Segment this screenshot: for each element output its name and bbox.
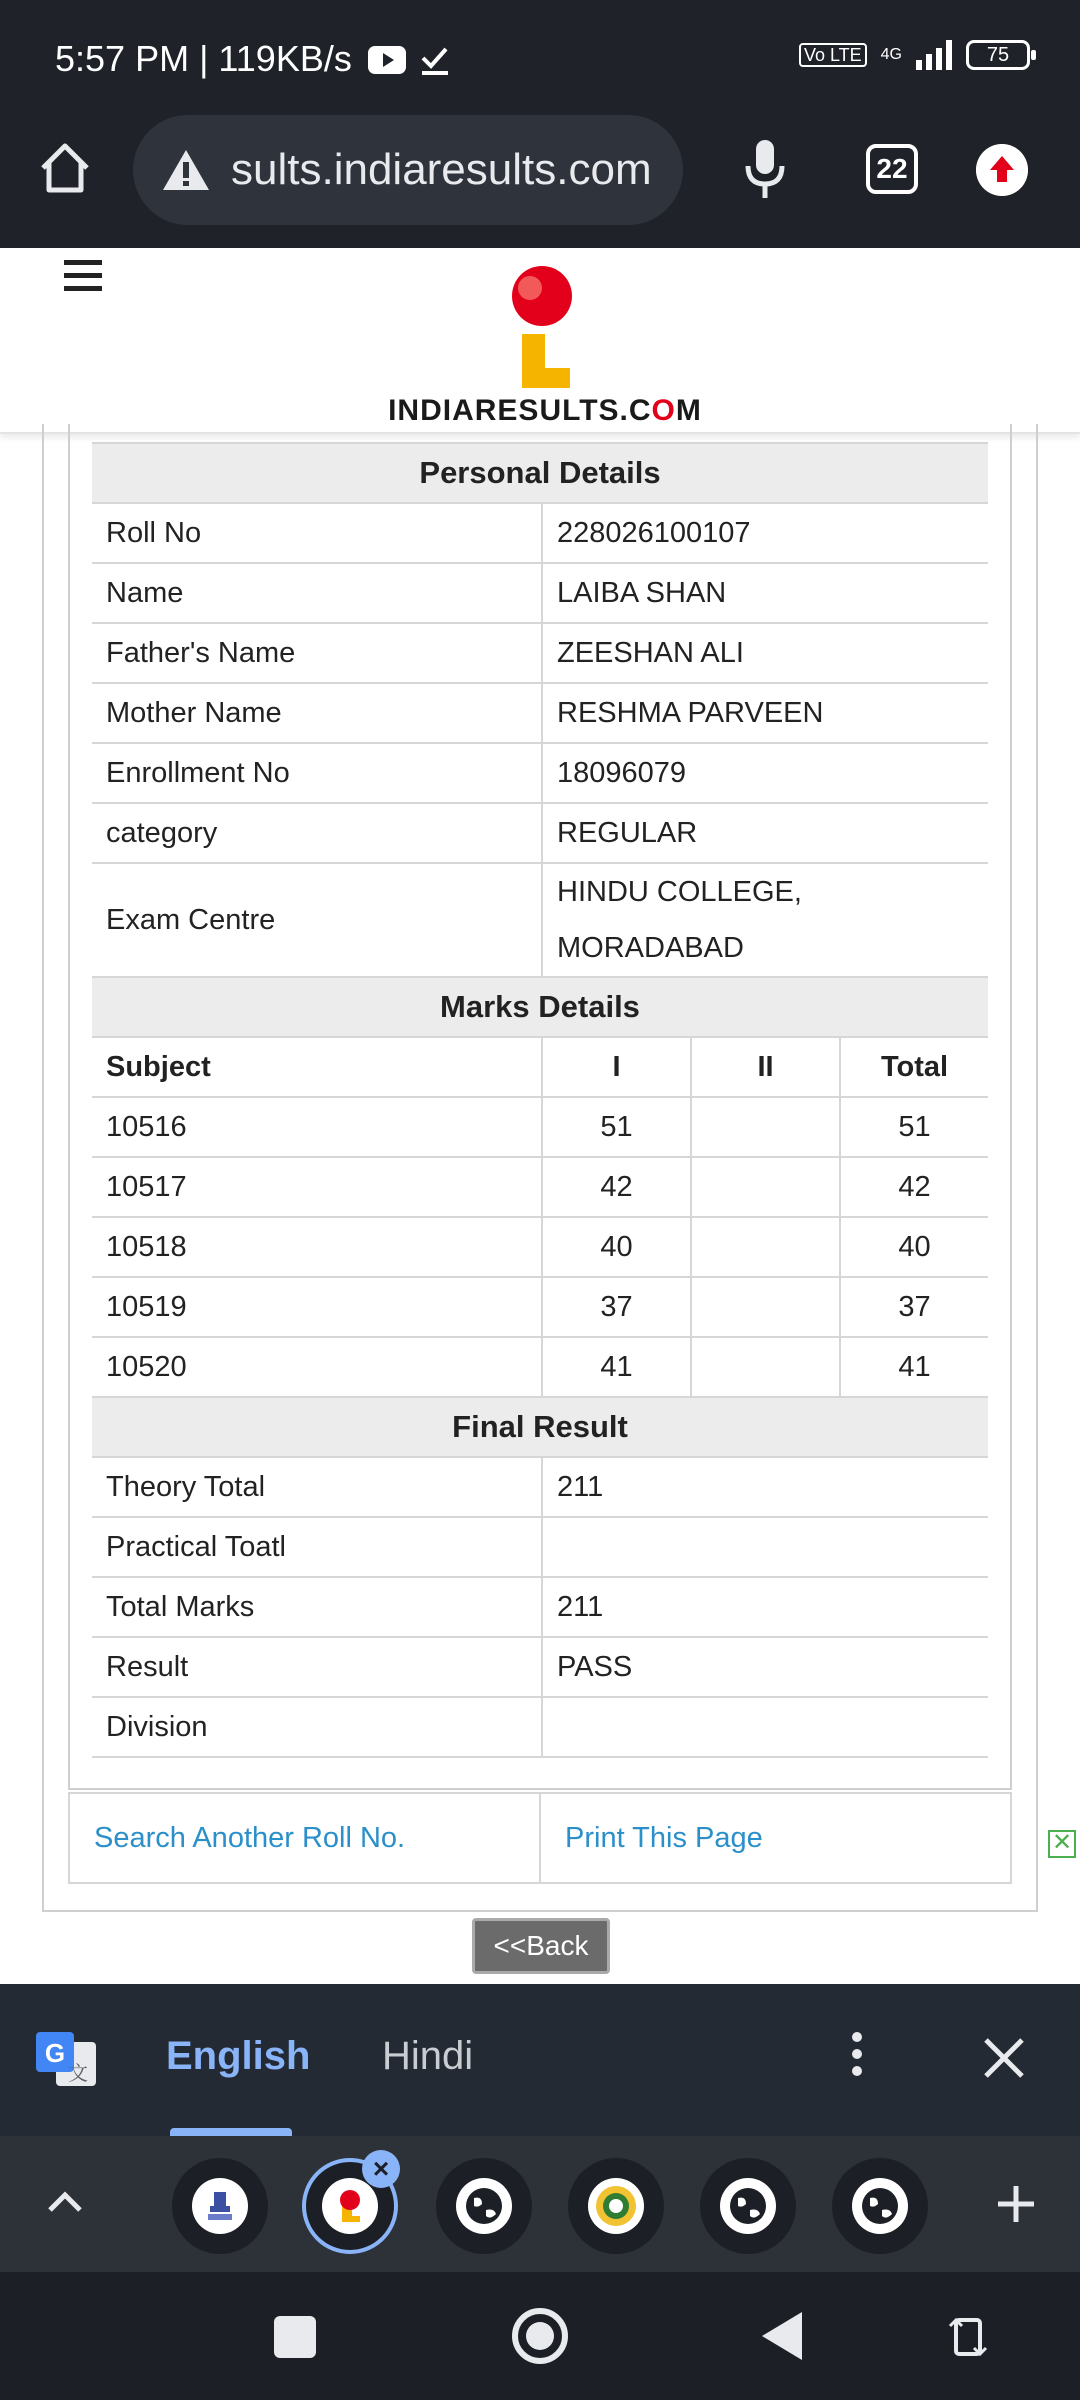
table-row: 10520 41 41 <box>92 1337 988 1397</box>
tab-favicon-6[interactable] <box>832 2158 928 2254</box>
active-language-indicator <box>170 2128 292 2136</box>
chevron-up-icon[interactable] <box>40 2180 90 2220</box>
col-ii: II <box>691 1037 840 1097</box>
logo-mark-icon <box>500 264 590 394</box>
table-row: category REGULAR <box>92 803 988 863</box>
indiaresults-icon <box>322 2178 378 2234</box>
google-translate-icon <box>34 2028 98 2092</box>
close-icon[interactable] <box>976 2030 1032 2086</box>
status-indicators <box>799 40 1030 70</box>
language-tab-hindi[interactable]: Hindi <box>382 2034 474 2078</box>
table-row: 10516 51 51 <box>92 1097 988 1157</box>
table-row: 10519 37 37 <box>92 1277 988 1337</box>
emblem-icon <box>192 2178 248 2234</box>
youtube-icon <box>368 46 406 74</box>
result-content <box>0 434 1080 1984</box>
search-another-roll-link[interactable]: Search Another Roll No. <box>68 1792 541 1884</box>
marks-header-row <box>92 1037 988 1097</box>
mic-icon[interactable] <box>740 138 790 200</box>
translate-bar <box>0 1984 1080 2136</box>
print-page-link[interactable]: Print This Page <box>541 1792 1012 1884</box>
battery-icon: 75 <box>966 40 1030 70</box>
col-total: Total <box>840 1037 988 1097</box>
browser-toolbar <box>0 110 1080 248</box>
site-header <box>0 248 1080 434</box>
table-row: Practical Toatl <box>92 1517 988 1577</box>
system-nav-bar <box>0 2272 1080 2400</box>
globe-icon <box>720 2178 776 2234</box>
section-marks-details: Marks Details <box>92 977 988 1037</box>
network-type: 4G <box>880 46 902 63</box>
svg-text:G: G <box>44 2038 66 2068</box>
status-bar <box>0 0 1080 110</box>
table-row: Result PASS <box>92 1637 988 1697</box>
table-row: Theory Total 211 <box>92 1457 988 1517</box>
recents-icon[interactable] <box>274 2316 316 2358</box>
university-seal-icon <box>588 2178 644 2234</box>
table-row: Name LAIBA SHAN <box>92 563 988 623</box>
tabs-icon[interactable]: 22 <box>866 144 918 194</box>
close-tab-icon[interactable]: × <box>362 2150 400 2188</box>
table-row: Exam Centre HINDU COLLEGE, MORADABAD <box>92 863 988 977</box>
new-tab-plus-icon[interactable] <box>992 2180 1040 2228</box>
tab-favicon-4[interactable] <box>568 2158 664 2254</box>
hamburger-menu-icon[interactable] <box>64 260 102 292</box>
table-row: Division <box>92 1697 988 1757</box>
section-personal-details: Personal Details <box>92 443 988 503</box>
tab-favicon-3[interactable] <box>436 2158 532 2254</box>
update-icon[interactable] <box>976 144 1028 196</box>
back-button[interactable]: <<Back <box>472 1918 610 1974</box>
col-i: I <box>542 1037 691 1097</box>
site-logo[interactable] <box>380 264 710 434</box>
home-icon[interactable] <box>35 138 95 198</box>
globe-icon <box>456 2178 512 2234</box>
home-nav-icon[interactable] <box>512 2308 568 2364</box>
tab-favicon-5[interactable] <box>700 2158 796 2254</box>
section-final-result: Final Result <box>92 1397 988 1457</box>
table-row: Total Marks 211 <box>92 1577 988 1637</box>
svg-text:文: 文 <box>68 2061 88 2085</box>
tab-favicon-1[interactable] <box>172 2158 268 2254</box>
warning-icon[interactable] <box>161 148 211 192</box>
signal-icon <box>916 40 952 70</box>
globe-icon <box>852 2178 908 2234</box>
language-tab-english[interactable]: English <box>166 2034 311 2078</box>
close-ad-icon[interactable]: ✕ <box>1048 1830 1076 1858</box>
exam-centre-line2: MORADABAD <box>557 932 744 964</box>
address-bar[interactable] <box>133 115 683 225</box>
exam-centre-line1: HINDU COLLEGE, <box>557 876 802 908</box>
more-options-icon[interactable] <box>852 2032 864 2082</box>
result-table <box>92 442 988 1758</box>
table-row: Roll No 228026100107 <box>92 503 988 563</box>
table-row: 10518 40 40 <box>92 1217 988 1277</box>
table-row: Father's Name ZEESHAN ALI <box>92 623 988 683</box>
check-download-icon <box>420 44 450 76</box>
logo-text: INDIARESULTS.COM <box>388 394 702 427</box>
action-links <box>68 1792 1012 1884</box>
back-nav-icon[interactable] <box>762 2312 802 2360</box>
col-subject: Subject <box>92 1037 542 1097</box>
table-row: 10517 42 42 <box>92 1157 988 1217</box>
url-text[interactable]: sults.indiaresults.com <box>231 145 652 194</box>
volte-badge: Vo LTE <box>799 43 867 67</box>
rotate-icon[interactable] <box>948 2312 988 2362</box>
status-time: 5:57 PM | 119KB/s <box>55 38 352 79</box>
table-row: Enrollment No 18096079 <box>92 743 988 803</box>
tab-strip <box>0 2136 1080 2272</box>
table-row: Mother Name RESHMA PARVEEN <box>92 683 988 743</box>
